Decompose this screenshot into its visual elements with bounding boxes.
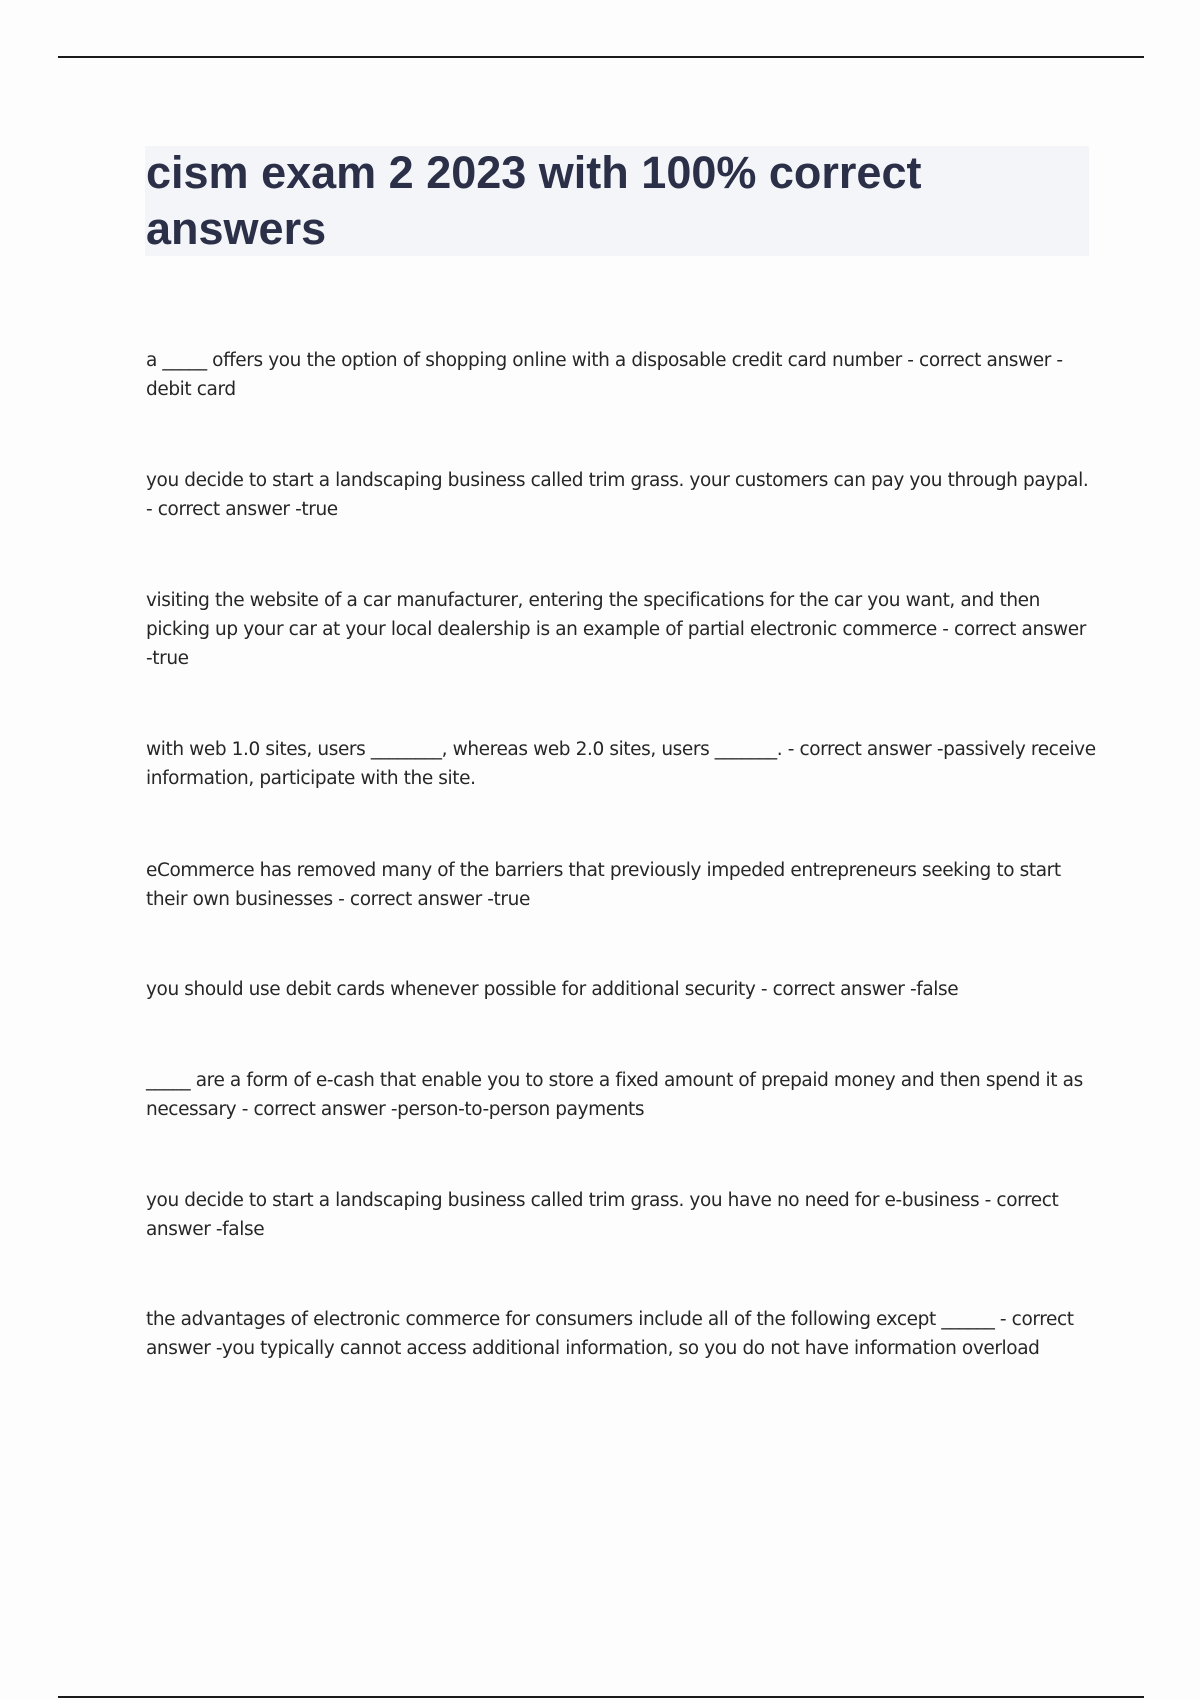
question-answer-list	[146, 346, 1096, 1365]
qa-item-2: you decide to start a landscaping business called trim grass. your customers can pay you through paypal. - correct answer -true	[146, 470, 1089, 520]
qa-item-5: eCommerce has removed many of the barriers that previously impeded entrepreneurs seeking to start their own businesses - correct answer -true	[146, 860, 1061, 910]
qa-item-1: a _____ offers you the option of shopping online with a disposable credit card number - correct answer -debit card	[146, 350, 1063, 400]
document-title: cism exam 2 2023 with 100% correct answers	[146, 147, 922, 254]
top-rule	[58, 56, 1144, 58]
qa-item-3: visiting the website of a car manufacturer, entering the specifications for the car you want, and then picking up your car at your local dealership is an example of partial electronic commerce - correct answer -true	[146, 590, 1086, 669]
qa-item-4: with web 1.0 sites, users ________, whereas web 2.0 sites, users _______. - correct answer -passively receive information, participate with the site.	[146, 739, 1096, 789]
qa-item-7: _____ are a form of e-cash that enable you to store a fixed amount of prepaid money and then spend it as necessary - correct answer -person-to-person payments	[146, 1070, 1083, 1120]
bottom-rule	[58, 1696, 1144, 1698]
qa-item-9: the advantages of electronic commerce for consumers include all of the following except ______ - correct answer -you typically cannot access additional information, so you do not have information overload	[146, 1309, 1074, 1359]
qa-item-6: you should use debit cards whenever possible for additional security - correct answer -false	[146, 979, 959, 1000]
qa-item-8: you decide to start a landscaping business called trim grass. you have no need for e-business - correct answer -false	[146, 1190, 1059, 1240]
